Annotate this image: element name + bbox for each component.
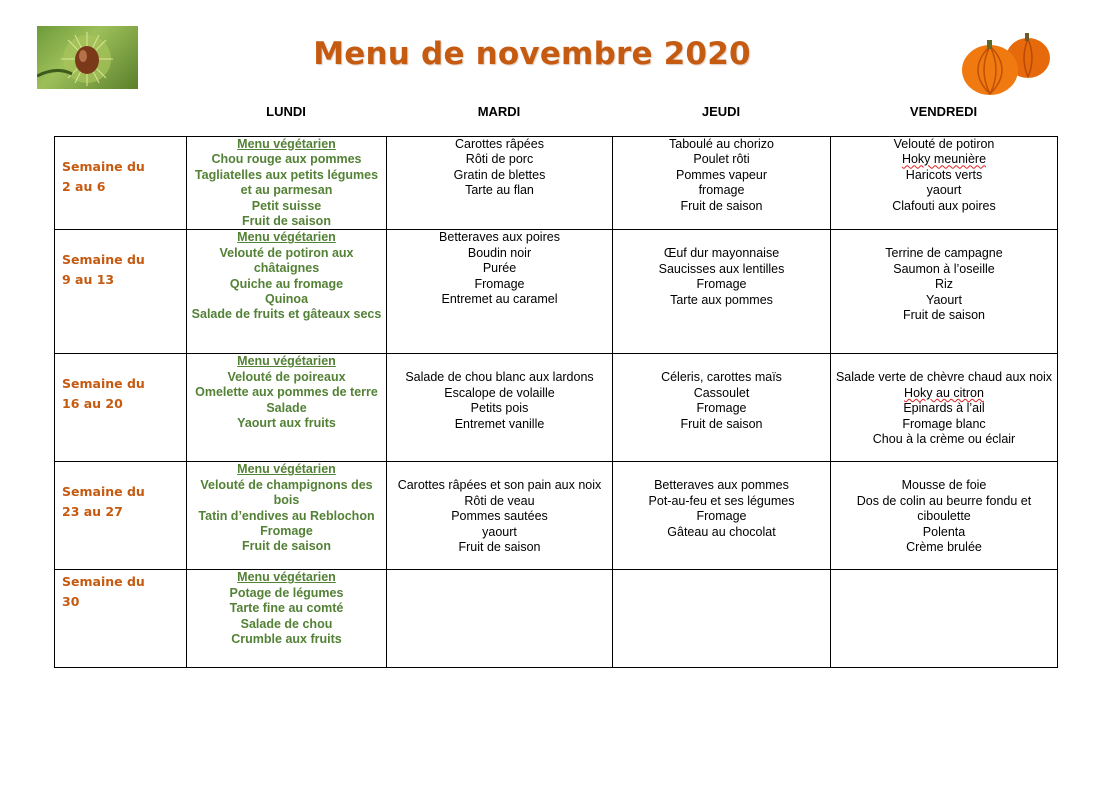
dish: Betteraves aux poires	[439, 230, 560, 245]
dish: Fromage	[696, 509, 747, 524]
dish: Petit suisse	[251, 198, 322, 213]
dish: Haricots verts	[905, 167, 983, 182]
lundi-menu-cell	[187, 570, 387, 668]
dish: Velouté de champignons des bois	[200, 477, 373, 508]
dish: Fruit de saison	[458, 540, 541, 555]
dish: Purée	[482, 261, 517, 276]
dish: Fromage	[474, 276, 525, 291]
lundi-menu-cell	[187, 230, 387, 354]
dish: Salade verte de chèvre chaud aux noix	[835, 370, 1053, 385]
week-row	[55, 230, 1058, 354]
dish: Betteraves aux pommes	[654, 478, 789, 493]
mardi-menu-cell	[387, 462, 613, 570]
vendredi-menu-cell	[831, 354, 1058, 462]
menu-table	[54, 136, 1058, 668]
mardi-menu-cell	[387, 570, 613, 668]
dish: Terrine de campagne	[885, 246, 1003, 261]
day-header-lundi: LUNDI	[266, 104, 306, 119]
dish: Saucisses aux lentilles	[658, 261, 785, 276]
week-label: Semaine du 9 au 13	[55, 230, 187, 354]
vegetarian-menu-title: Menu végétarien	[237, 570, 336, 585]
jeudi-menu-cell	[613, 462, 831, 570]
mardi-menu-cell	[387, 137, 613, 230]
week-label: Semaine du 30	[55, 570, 187, 668]
dish: Fruit de saison	[903, 308, 985, 323]
dish: Taboulé au chorizo	[669, 137, 774, 151]
dish: Boudin noir	[467, 245, 532, 260]
week-row	[55, 354, 1058, 462]
dish: Potage de légumes	[229, 585, 344, 600]
dish: Œuf dur mayonnaise	[663, 246, 780, 261]
dish: Dos de colin au beurre fondu et ciboulette	[856, 493, 1032, 524]
day-header-vendredi: VENDREDI	[909, 104, 978, 119]
dish: Tatin d’endives au Reblochon	[198, 508, 375, 523]
jeudi-menu-cell	[613, 230, 831, 354]
dish: Hoky au citron	[904, 385, 984, 400]
dish: Yaourt	[926, 292, 962, 307]
dish: Yaourt aux fruits	[237, 416, 336, 431]
dish: Chou rouge aux pommes	[211, 152, 362, 167]
lundi-menu-cell	[187, 462, 387, 570]
dish: Quiche au fromage	[229, 276, 344, 291]
dish: Tagliatelles aux petits légumes et au parmesan	[194, 167, 379, 198]
dish: Fruit de saison	[680, 198, 763, 213]
dish: Fromage blanc	[902, 416, 986, 431]
dish: Mousse de foie	[901, 478, 987, 493]
dish: Salade de chou	[240, 616, 333, 631]
pumpkin-image	[958, 30, 1056, 98]
dish: Velouté de potiron aux châtaignes	[219, 245, 354, 276]
dish: Salade de chou blanc aux lardons	[405, 370, 594, 385]
week-label: Semaine du 2 au 6	[55, 137, 187, 230]
mardi-menu-cell	[387, 230, 613, 354]
dish: Epinards à l’ail	[903, 401, 985, 416]
week-label: Semaine du 23 au 27	[55, 462, 187, 570]
day-header-jeudi: JEUDI	[701, 104, 741, 119]
dish: Velouté de potiron	[893, 137, 995, 151]
dish: Cassoulet	[693, 385, 750, 400]
week-row	[55, 462, 1058, 570]
dish: yaourt	[482, 524, 517, 539]
vegetarian-menu-title: Menu végétarien	[237, 137, 336, 151]
vendredi-menu-cell	[831, 230, 1058, 354]
vendredi-menu-cell	[831, 462, 1058, 570]
jeudi-menu-cell	[613, 137, 831, 230]
dish: Fruit de saison	[242, 214, 331, 229]
dish: Riz	[934, 277, 954, 292]
dish: yaourt	[926, 183, 962, 198]
lundi-menu-cell	[187, 137, 387, 230]
dish: Carottes râpées et son pain aux noix	[397, 478, 602, 493]
dish: Tarte fine au comté	[229, 601, 344, 616]
dish: Pommes sautées	[451, 509, 548, 524]
dish: Escalope de volaille	[444, 385, 555, 400]
dish: Fromage	[696, 277, 747, 292]
dish: Fruit de saison	[242, 539, 331, 554]
dish: Fromage	[260, 524, 313, 539]
vendredi-menu-cell	[831, 570, 1058, 668]
dish: Fruit de saison	[680, 416, 763, 431]
dish: Polenta	[922, 524, 966, 539]
dish: Clafouti aux poires	[892, 198, 996, 213]
dish: Tarte aux pommes	[670, 292, 773, 307]
dish: Carottes râpées	[455, 137, 544, 151]
dish: Rôti de veau	[464, 493, 535, 508]
dish: Pommes vapeur	[675, 167, 767, 182]
vegetarian-menu-title: Menu végétarien	[237, 354, 336, 369]
dish: Rôti de porc	[465, 152, 534, 167]
dish: Salade	[266, 400, 307, 415]
dish: Entremet vanille	[454, 416, 545, 431]
lundi-menu-cell	[187, 354, 387, 462]
dish: Quinoa	[264, 292, 309, 307]
dish: Saumon à l’oseille	[893, 261, 995, 276]
dish: Crème brulée	[906, 540, 982, 555]
week-row	[55, 137, 1058, 230]
dish: Crumble aux fruits	[231, 632, 342, 647]
week-row	[55, 570, 1058, 668]
dish: Fromage	[696, 401, 747, 416]
dish: Céleris, carottes maïs	[661, 370, 782, 385]
dish: Gâteau au chocolat	[667, 524, 776, 539]
dish: Poulet rôti	[693, 152, 750, 167]
dish: Hoky meunière	[901, 152, 987, 167]
dish: Velouté de poireaux	[227, 369, 346, 384]
dish: Entremet au caramel	[441, 292, 558, 307]
vegetarian-menu-title: Menu végétarien	[237, 462, 336, 477]
dish: Pot-au-feu et ses légumes	[648, 493, 795, 508]
dish: Gratin de blettes	[453, 167, 546, 182]
page-title: Menu de novembre 2020	[313, 36, 751, 72]
vendredi-menu-cell	[831, 137, 1058, 230]
dish: Salade de fruits et gâteaux secs	[191, 307, 382, 322]
jeudi-menu-cell	[613, 354, 831, 462]
jeudi-menu-cell	[613, 570, 831, 668]
mardi-menu-cell	[387, 354, 613, 462]
dish: Petits pois	[470, 401, 529, 416]
vegetarian-menu-title: Menu végétarien	[237, 230, 336, 245]
day-header-mardi: MARDI	[477, 104, 521, 119]
dish: Tarte au flan	[465, 183, 534, 198]
dish: fromage	[698, 183, 745, 198]
dish: Omelette aux pommes de terre	[195, 385, 378, 400]
week-label: Semaine du 16 au 20	[55, 354, 187, 462]
dish: Chou à la crème ou éclair	[872, 432, 1016, 447]
